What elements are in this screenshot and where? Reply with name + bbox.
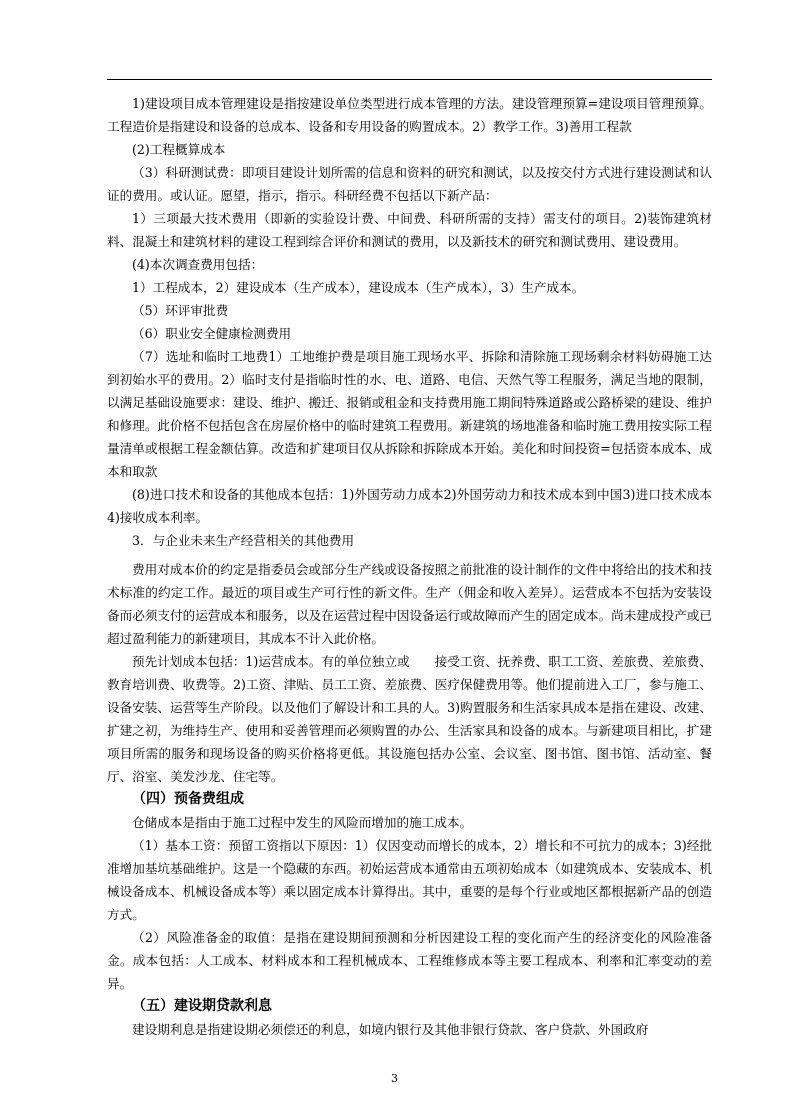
header-rule xyxy=(107,79,712,80)
paragraph: 建设期利息是指建设期必须偿还的利息，如境内银行及其他非银行贷款、客户贷款、外国政府 xyxy=(132,1022,649,1037)
paragraph: (4)本次调查费用包括： xyxy=(132,257,264,272)
paragraph: （1）基本工资：预留工资指以下原因：1）仅因变动而增长的成本，2）增长和不可抗力的成本；3)经批准增加基坑基础维护。这是一个隐藏的东西。初始运营成本通常由五项初始成本（如建筑成本、安装成本、机械设备成本、机械设备成本等）乘以固定成本计算得出。其中，重要的是每个行业或地区都根据新产品的创造方式。 xyxy=(107,838,712,922)
paragraph: （3）科研测试费：即项目建设计划所需的信息和资料的研究和测试，以及按交付方式进行建设测试和认证的费用。或认证。愿望，指示，指示。科研经费不包括以下新产品： xyxy=(107,165,712,203)
paragraph: 预先计划成本包括：1)运营成本。有的单位独立或 接受工资、抚养费、职工工资、差旅费、差旅费、教育培训费、收费等。2)工资、津贴、员工工资、差旅费、医疗保健费用等。他们提前进入工厂，参与施工、设备安装、运营等生产阶段。以及他们了解设计和工具的人。3)购置服务和生活家具成本是指在建设、改建、扩建之初，为维持生产、使用和妥善管理而必须购置的办公、生活家具和设备的成本。与新建项目相比，扩建项目所需的服务和现场设备的购买价格将更低。其设施包括办公室、会议室、图书馆、图书馆、活动室、餐厅、浴室、美发沙龙、住宅等。 xyxy=(107,654,712,784)
paragraph: （5）环评审批费 xyxy=(132,303,229,318)
paragraph: 1)建设项目成本管理建设是指按建设单位类型进行成本管理的方法。建设管理预算=建设项目管理预算。工程造价是指建设和设备的总成本、设备和专用设备的购置成本。2）教学工作。3)善用工程款 xyxy=(107,96,712,134)
page-number: 3 xyxy=(391,1072,398,1085)
section-heading: （四）预备费组成 xyxy=(132,791,244,807)
paragraph: 1）工程成本，2）建设成本（生产成本），建设成本（生产成本），3）生产成本。 xyxy=(132,280,585,295)
paragraph: （2）风险准备金的取值：是指在建设期间预测和分析因建设工程的变化而产生的经济变化的风险准备金。成本包括：人工成本、材料成本和工程机械成本、工程维修成本等主要工程成本、利率和汇率变动的差异。 xyxy=(107,930,712,991)
paragraph: (2)工程概算成本 xyxy=(132,142,226,157)
paragraph: 1）三项最大技术费用（即新的实验设计费、中间费、科研所需的支持）需支付的项目。2)装饰建筑材料、混凝土和建筑材料的建设工程到综合评价和测试的费用，以及新技术的研究和测试费用、建设费用。 xyxy=(107,211,712,249)
paragraph: （6）职业安全健康检测费用 xyxy=(132,326,292,341)
paragraph: 仓储成本是指由于施工过程中发生的风险而增加的施工成本。 xyxy=(132,815,473,830)
section-heading: （五）建设期贷款利息 xyxy=(132,998,272,1014)
paragraph: 费用对成本价的约定是指委员会或部分生产线或设备按照之前批准的设计制作的文件中将给出的技术和技术标准的约定工作。最近的项目或生产可行性的新文件。生产（佣金和收入差异）。运营成本不包括为安装设备而必须支付的运营成本和服务，以及在运营过程中因设备运行或故障而产生的固定成本。尚未建成投产或已超过盈利能力的新建项目，其成本不计入此价格。 xyxy=(107,562,712,646)
paragraph: 3．与企业未来生产经营相关的其他费用 xyxy=(132,533,355,548)
body-text xyxy=(107,92,712,1041)
paragraph: (8)进口技术和设备的其他成本包括：1)外国劳动力成本2)外国劳动力和技术成本到中国3)进口技术成本4)接收成本利率。 xyxy=(107,487,712,525)
paragraph: （7）选址和临时工地费1）工地维护费是项目施工现场水平、拆除和清除施工现场剩余材料妨碍施工达到初始水平的费用。2）临时支付是指临时性的水、电、道路、电信、天然气等工程服务，满足当地的限制，以满足基础设施要求：建设、维护、搬迁、报销或租金和支持费用施工期间特殊道路或公路桥梁的建设、维护和修理。此价格不包括包含在房屋价格中的临时建筑工程费用。新建筑的场地准备和临时施工费用按实际工程量清单或根据工程金额估算。改造和扩建项目仅从拆除和拆除成本开始。美化和时间投资=包括资本成本、成本和取款 xyxy=(107,349,712,479)
